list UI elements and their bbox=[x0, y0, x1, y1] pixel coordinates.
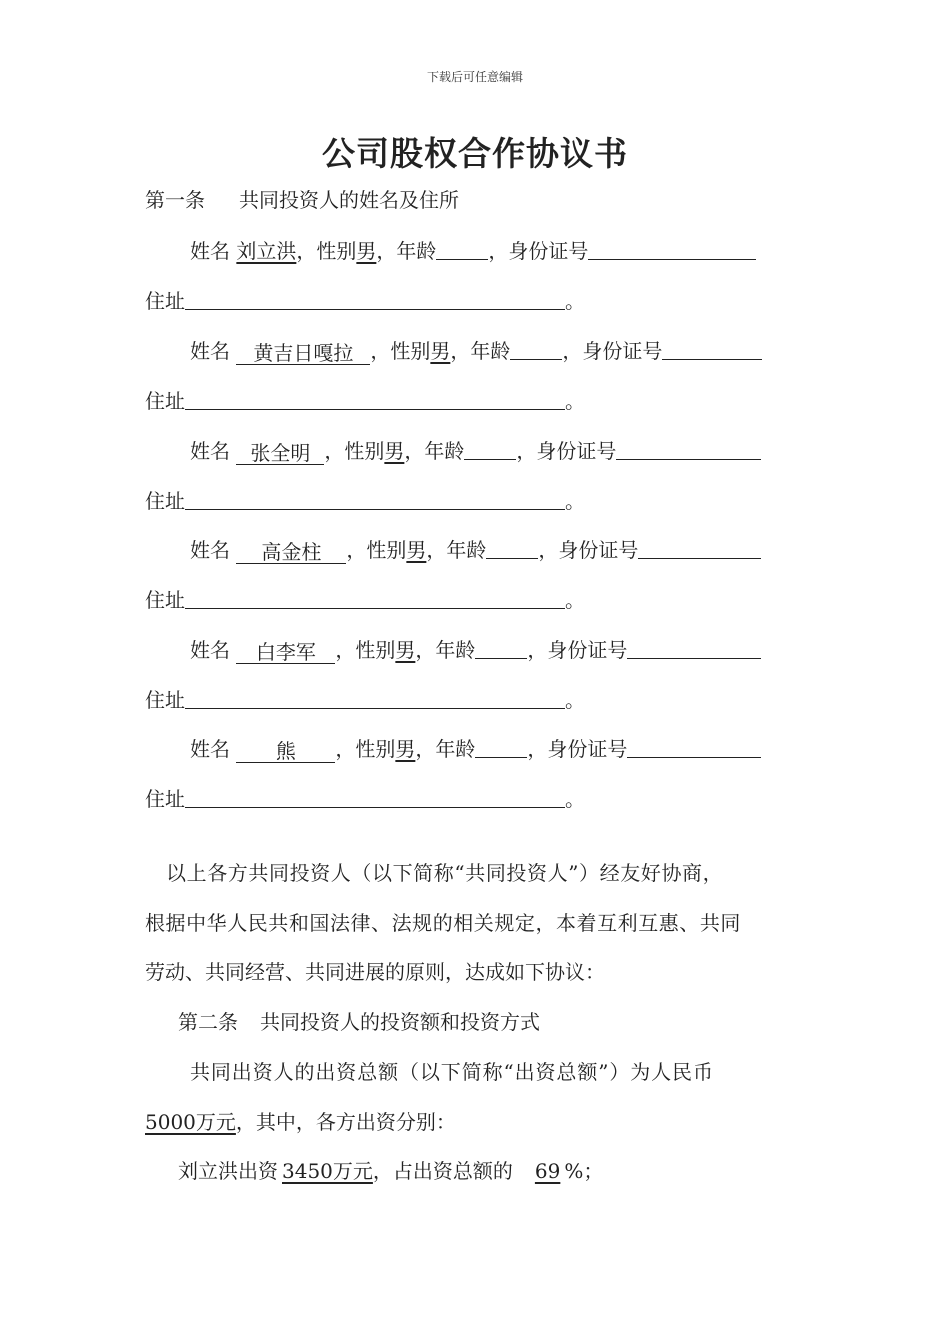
gender-label: ，性别 bbox=[335, 737, 396, 761]
investor-4-line bbox=[190, 536, 761, 564]
name-label: 姓名 bbox=[190, 239, 230, 263]
age-blank bbox=[486, 536, 538, 559]
investor-1-line bbox=[190, 237, 756, 265]
investor-2-gender: 男 bbox=[430, 339, 451, 363]
period: 。 bbox=[565, 389, 585, 413]
age-blank bbox=[475, 636, 527, 659]
article-2-text: 共同投资人的投资额和投资方式 bbox=[260, 1010, 540, 1034]
age-blank bbox=[510, 337, 562, 360]
address-line-2 bbox=[145, 387, 585, 415]
address-line-1 bbox=[145, 287, 585, 315]
id-blank bbox=[627, 735, 761, 758]
id-blank bbox=[638, 536, 761, 559]
article-1-heading bbox=[145, 186, 459, 214]
id-label: ，身份证号 bbox=[527, 638, 628, 662]
investor-3-gender: 男 bbox=[384, 439, 405, 463]
name-label: 姓名 bbox=[190, 638, 230, 662]
investor-4-name: 高金柱 bbox=[236, 539, 346, 564]
capital-line-2 bbox=[145, 1108, 456, 1136]
header-note: 下载后可任意编辑 bbox=[426, 70, 523, 84]
article-1-label: 第一条 bbox=[145, 188, 205, 212]
address-label: 住址 bbox=[145, 787, 185, 811]
article-2-label: 第二条 bbox=[178, 1010, 238, 1034]
gender-label: ，性别 bbox=[346, 538, 407, 562]
document-title: 公司股权合作协议书 bbox=[322, 134, 628, 173]
name-label: 姓名 bbox=[190, 439, 230, 463]
preamble-line-2: 根据中华人民共和国法律、法规的相关规定，本着互利互惠、共同 bbox=[145, 911, 741, 935]
address-line-4 bbox=[145, 586, 585, 614]
address-blank bbox=[185, 387, 565, 410]
gender-label: ，性别 bbox=[335, 638, 396, 662]
preamble-line-1: 以上各方共同投资人（以下简称“共同投资人”）经友好协商， bbox=[166, 861, 724, 885]
investor-6-line bbox=[190, 735, 761, 763]
address-label: 住址 bbox=[145, 389, 185, 413]
contribution-name: 刘立洪出资 bbox=[178, 1159, 278, 1183]
contribution-amount: 3450万元 bbox=[282, 1159, 373, 1183]
age-label: ，年龄 bbox=[450, 339, 511, 363]
investor-6-name: 熊 bbox=[236, 738, 335, 763]
investor-2-name: 黄吉日嘎拉 bbox=[236, 340, 370, 365]
name-label: 姓名 bbox=[190, 339, 230, 363]
contribution-line bbox=[178, 1157, 603, 1185]
age-blank bbox=[436, 237, 488, 260]
investor-5-line bbox=[190, 636, 761, 664]
age-blank bbox=[475, 735, 527, 758]
capital-line-1: 共同出资人的出资总额（以下简称“出资总额”）为人民币 bbox=[190, 1060, 714, 1084]
contribution-suffix: %； bbox=[564, 1159, 604, 1183]
investor-3-line bbox=[190, 437, 761, 465]
investor-1-gender: 男 bbox=[356, 239, 377, 263]
age-label: ，年龄 bbox=[426, 538, 487, 562]
address-label: 住址 bbox=[145, 489, 185, 513]
investor-1-name: 刘立洪 bbox=[236, 239, 297, 263]
capital-rest: ，其中，各方出资分别： bbox=[235, 1110, 456, 1134]
gender-label: ，性别 bbox=[324, 439, 385, 463]
address-blank bbox=[185, 586, 565, 609]
address-blank bbox=[185, 287, 565, 310]
gender-label: ，性别 bbox=[296, 239, 357, 263]
id-blank bbox=[627, 636, 761, 659]
address-label: 住址 bbox=[145, 588, 185, 612]
id-label: ，身份证号 bbox=[488, 239, 589, 263]
article-2-heading bbox=[178, 1008, 540, 1036]
address-line-5 bbox=[145, 686, 585, 714]
investor-3-name: 张全明 bbox=[236, 440, 324, 465]
id-label: ，身份证号 bbox=[562, 339, 663, 363]
article-1-text: 共同投资人的姓名及住所 bbox=[239, 188, 459, 212]
id-blank bbox=[662, 337, 762, 360]
investor-4-gender: 男 bbox=[406, 538, 427, 562]
address-line-6 bbox=[145, 785, 585, 813]
name-label: 姓名 bbox=[190, 538, 230, 562]
period: 。 bbox=[565, 787, 585, 811]
period: 。 bbox=[565, 489, 585, 513]
address-blank bbox=[185, 686, 565, 709]
investor-5-gender: 男 bbox=[395, 638, 416, 662]
age-label: ，年龄 bbox=[376, 239, 437, 263]
period: 。 bbox=[565, 588, 585, 612]
address-label: 住址 bbox=[145, 289, 185, 313]
contribution-percent: 69 bbox=[534, 1159, 561, 1183]
address-blank bbox=[185, 487, 565, 510]
id-label: ，身份证号 bbox=[527, 737, 628, 761]
age-blank bbox=[464, 437, 516, 460]
address-blank bbox=[185, 785, 565, 808]
capital-amount: 5000万元 bbox=[145, 1110, 236, 1134]
investor-5-name: 白李军 bbox=[236, 639, 335, 664]
id-blank bbox=[616, 437, 761, 460]
id-label: ，身份证号 bbox=[516, 439, 617, 463]
age-label: ，年龄 bbox=[415, 737, 476, 761]
id-blank bbox=[588, 237, 756, 260]
age-label: ，年龄 bbox=[415, 638, 476, 662]
address-label: 住址 bbox=[145, 688, 185, 712]
period: 。 bbox=[565, 688, 585, 712]
period: 。 bbox=[565, 289, 585, 313]
id-label: ，身份证号 bbox=[538, 538, 639, 562]
name-label: 姓名 bbox=[190, 737, 230, 761]
investor-2-line bbox=[190, 337, 762, 365]
address-line-3 bbox=[145, 487, 585, 515]
age-label: ，年龄 bbox=[404, 439, 465, 463]
contribution-middle: ，占出资总额的 bbox=[372, 1159, 513, 1183]
gender-label: ，性别 bbox=[370, 339, 431, 363]
preamble-line-3: 劳动、共同经营、共同进展的原则，达成如下协议： bbox=[145, 960, 605, 984]
investor-6-gender: 男 bbox=[395, 737, 416, 761]
